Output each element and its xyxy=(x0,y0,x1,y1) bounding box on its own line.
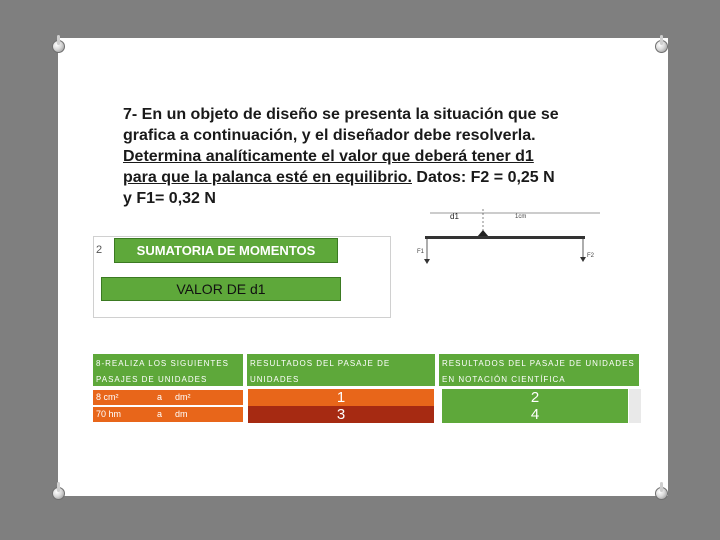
binder-ring-bottom-right xyxy=(655,487,668,500)
force-f1-arrowhead xyxy=(424,259,430,264)
table-header-resultados: RESULTADOS DEL PASAJE DE UNIDADES xyxy=(247,354,435,386)
binder-ring-top-right xyxy=(655,40,668,53)
row-1-to: dm² xyxy=(175,392,191,402)
scientific-cell-2[interactable]: 2 xyxy=(442,389,628,406)
question-text xyxy=(123,104,643,209)
valor-d1-button[interactable]: VALOR DE d1 xyxy=(101,277,341,301)
row-1-arrow: a xyxy=(157,392,163,402)
scientific-cell-4[interactable]: 4 xyxy=(442,406,628,423)
sumatoria-momentos-button[interactable]: SUMATORIA DE MOMENTOS xyxy=(114,238,338,263)
work-area-glyph: 2 xyxy=(96,244,103,256)
question-line-3: Determina analíticamente el valor que deberá tener d1 xyxy=(123,148,534,165)
table-row-2-unit xyxy=(93,407,243,422)
table-side-cell-1 xyxy=(629,389,641,406)
distance-label: 1cm xyxy=(515,214,527,220)
row-2-to: dm xyxy=(175,409,188,419)
binder-ring-top-left xyxy=(52,40,65,53)
f2-label: F2 xyxy=(587,253,595,259)
question-line-1: 7- En un objeto de diseño se presenta la situación que se xyxy=(123,106,559,123)
question-line-2: grafica a continuación, y el diseñador debe resolverla. xyxy=(123,127,536,144)
table-header-pasajes: 8-REALIZA LOS SIGUIENTES PASAJES DE UNIDADES xyxy=(93,354,243,386)
lever-bar xyxy=(425,236,585,239)
d1-label: d1 xyxy=(450,212,459,221)
result-cell-3[interactable]: 3 xyxy=(248,406,434,423)
f1-label: F1 xyxy=(417,249,425,255)
table-row-1-unit xyxy=(93,390,243,405)
row-2-arrow: a xyxy=(157,409,163,419)
table-side-cell-2 xyxy=(629,406,641,423)
fulcrum-icon xyxy=(477,230,489,237)
force-f2-arrowhead xyxy=(580,257,586,262)
lever-diagram xyxy=(415,205,605,265)
question-line-5: y F1= 0,32 N xyxy=(123,190,216,207)
question-line-4-underlined: para que la palanca esté en equilibrio. xyxy=(123,169,412,186)
row-2-from: 70 hm xyxy=(96,409,122,419)
binder-ring-bottom-left xyxy=(52,487,65,500)
table-header-notacion-cientifica: RESULTADOS DEL PASAJE DE UNIDADES EN NOTACIÓN CIENTÍFICA xyxy=(439,354,639,386)
question-line-4-data: Datos: F2 = 0,25 N xyxy=(411,169,555,186)
result-cell-1[interactable]: 1 xyxy=(248,389,434,406)
row-1-from: 8 cm² xyxy=(96,392,119,402)
